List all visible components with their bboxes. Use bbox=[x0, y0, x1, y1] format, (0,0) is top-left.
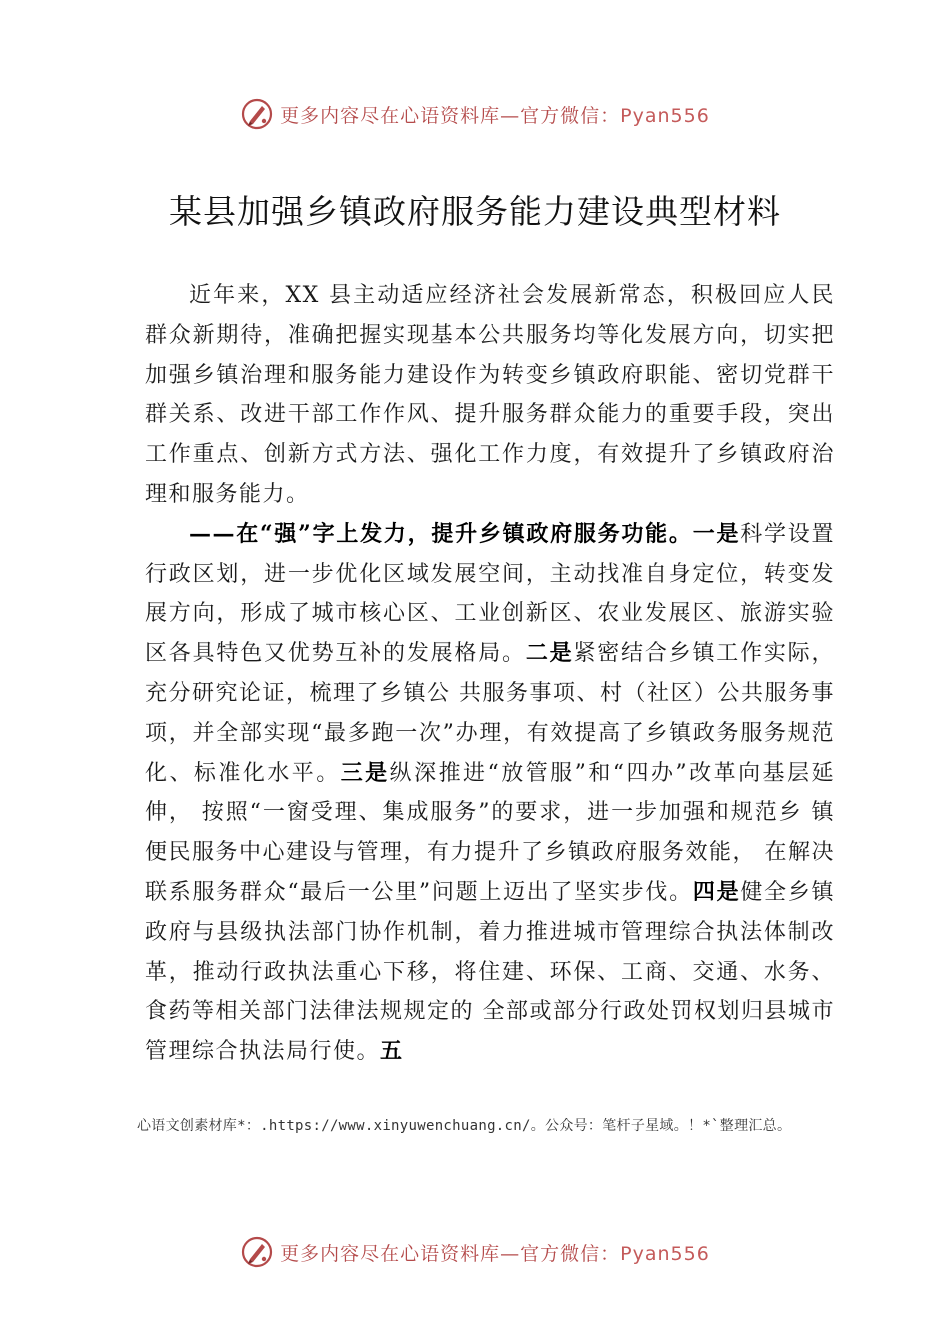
header-banner bbox=[0, 94, 950, 134]
paragraph-strengthen bbox=[145, 515, 835, 1072]
item-text-1: 科学设置行政区划，进一步优化区域发展空间，主动找准自身定位，转变发展方向，形成了城市核心区、工业创新区、农业发展区、旅游实验区各具特色又优势互补的发展格局。 bbox=[145, 521, 835, 667]
header-wechat-id: Pyan556 bbox=[620, 104, 710, 127]
section-heading: ——在“强”字上发力，提升乡镇政府服务功能。 bbox=[189, 520, 693, 547]
item-text-2: 紧密结合乡镇工作实际，充分研究论证，梳理了乡镇公 共服务事项、村（社区）公共服务事项，并全部实现“最多跑一次”办理，有效提高了乡镇政务服务规范化、标准化水平。 bbox=[145, 641, 835, 786]
pen-ink-logo-icon bbox=[240, 1235, 274, 1269]
footer-banner bbox=[0, 1232, 950, 1272]
footer-wechat-id: Pyan556 bbox=[620, 1242, 710, 1265]
item-lead-5: 五 bbox=[380, 1038, 404, 1065]
item-text-4: 健全乡镇政府与县级执法部门协作机制，着力推进城市管理综合执法体制改革，推动行政执法重心下移，将住建、环保、工商、交通、水务、食药等相关部门法律法规规定的 全部或部分行政处罚权划归县城市管理综合执法局行使。 bbox=[145, 879, 835, 1065]
footer-banner-text: 更多内容尽在心语资料库—官方微信：Pyan556 bbox=[280, 1242, 710, 1265]
document-title: 某县加强乡镇政府服务能力建设典型材料 bbox=[169, 192, 781, 231]
item-lead-2: 二是 bbox=[525, 640, 574, 667]
item-lead-1: 一是 bbox=[692, 520, 741, 547]
document-body bbox=[145, 276, 835, 1072]
item-lead-3: 三是 bbox=[340, 759, 390, 786]
paragraph-intro: 近年来，XX 县主动适应经济社会发展新常态，积极回应人民群众新期待，准确把握实现基本公共服务均等化发展方向，切实把加强乡镇治理和服务能力建设作为转变乡镇政府职能、密切党群干群关系、改进干部工作作风、提升服务群众能力的重要手段，突出工作重点、创新方式方法、强化工作力度，有效提升了乡镇政府治理和服务能力。 bbox=[145, 283, 835, 507]
source-footnote: 心语文创素材库*：.https://www.xinyuwenchuang.cn/。公众号：笔杆子星域。！*`整理汇总。 bbox=[137, 1118, 792, 1134]
header-banner-text: 更多内容尽在心语资料库—官方微信：Pyan556 bbox=[280, 104, 710, 127]
item-lead-4: 四是 bbox=[692, 878, 741, 905]
pen-ink-logo-icon bbox=[240, 97, 274, 131]
item-text-3: 纵深推进“放管服”和“四办”改革向基层延伸， 按照“一窗受理、集成服务”的要求，进一步加强和规范乡 镇便民服务中心建设与管理，有力提升了乡镇政府服务效能， 在解决联系服务群众“最后一公里”问题上迈出了坚实步伐。 bbox=[145, 760, 835, 905]
